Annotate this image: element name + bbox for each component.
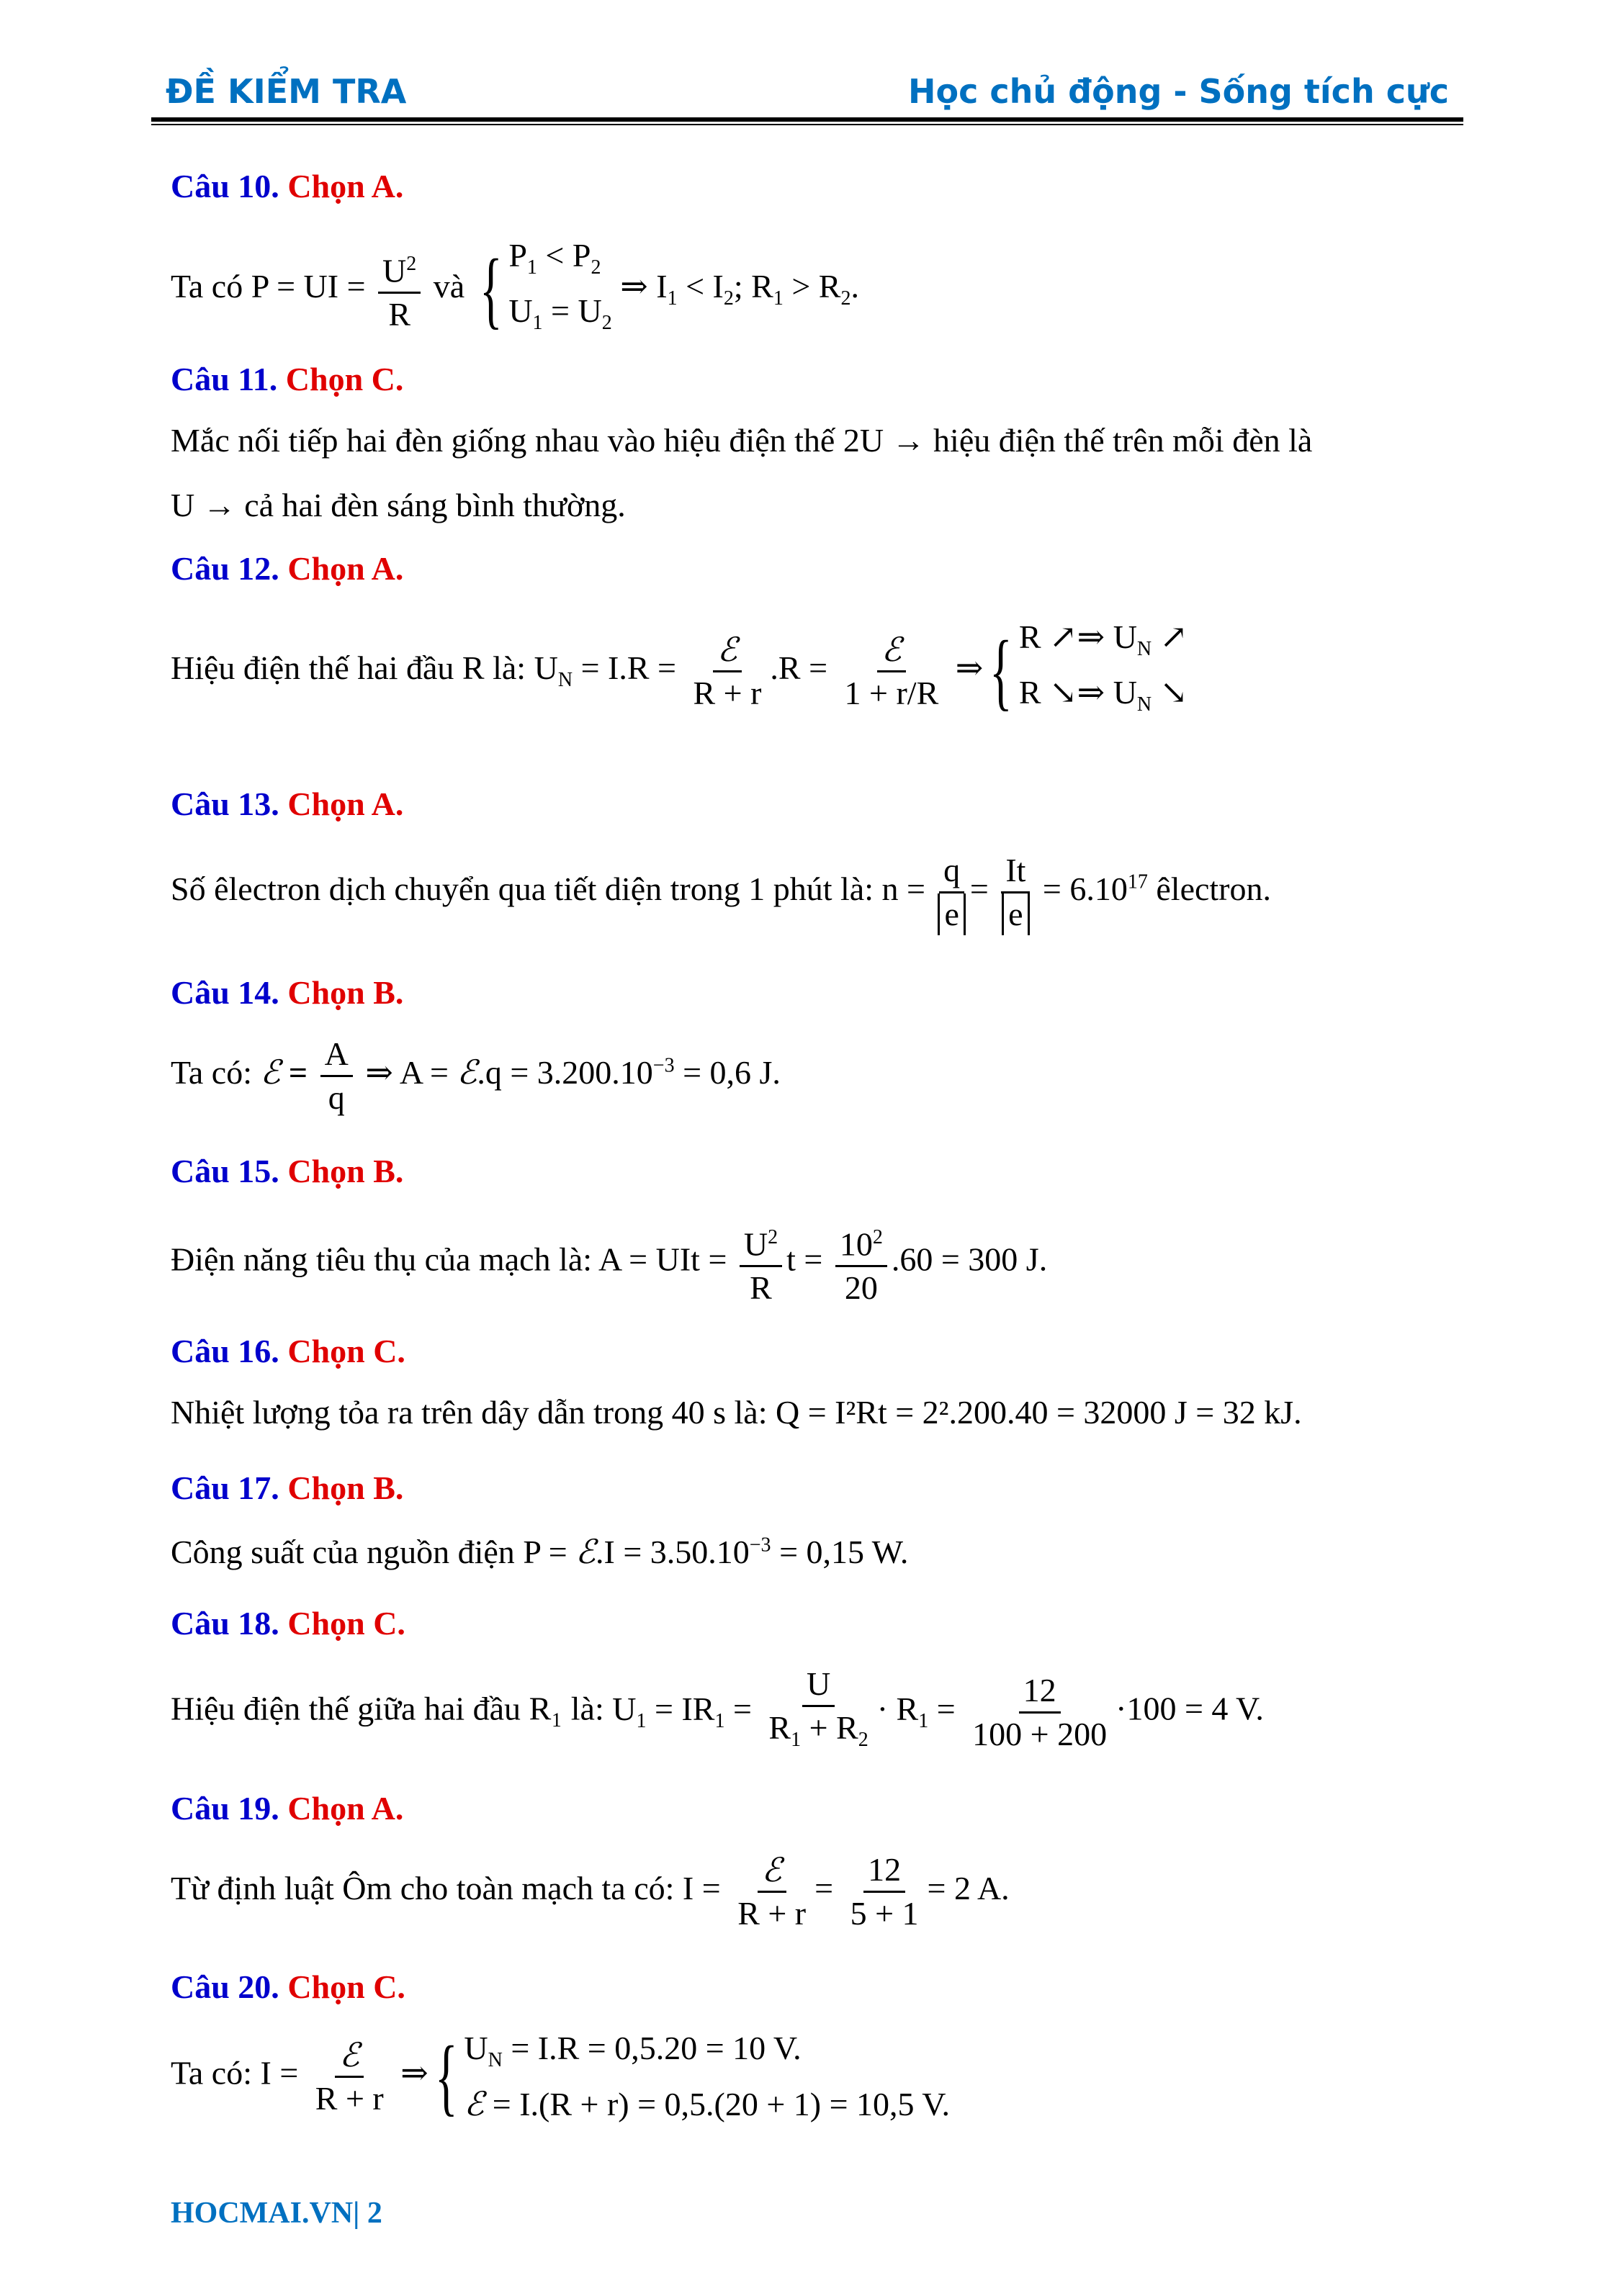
question-18-body: Hiệu điện thế giữa hai đầu R₁ là: $U_1 = IR_1$ = $\frac{U}{R_1 + R_2}$ · $R_1$ = $\frac{12}{100 + 200}$ ·100 = 4 V.	[171, 1663, 1264, 1761]
footer-page-number: HOCMAI.VN| 2	[171, 2197, 382, 2230]
question-16-heading: Câu 16. Chọn C.	[171, 1333, 405, 1369]
question-12-heading: Câu 12. Chọn A.	[171, 550, 404, 587]
question-13-heading: Câu 13. Chọn A.	[171, 785, 404, 822]
header-slogan: Học chủ động - Sống tích cực	[908, 72, 1449, 111]
question-13-body: Số êlectron dịch chuyển qua tiết diện trong 1 phút là: n = $\frac{q}{e}$ = $\frac{It}{e}$ = $6.10^{17}$ êlectron.	[171, 850, 1271, 935]
header-title: ĐỀ KIỂM TRA	[166, 72, 407, 111]
question-15-heading: Câu 15. Chọn B.	[171, 1153, 404, 1189]
question-15-body: Điện năng tiêu thụ của mạch là: A = UIt = $\frac{U^2}{R}$ t = $\frac{10^2}{20}$ .60 = 300 J.	[171, 1217, 1047, 1309]
question-17-heading: Câu 17. Chọn B.	[171, 1469, 404, 1506]
question-14-body: Ta có: ℰ = $\frac{A}{q}$ ⇒ A = ℰ.q = $3.200.10^{-3} = 0,6$ J.	[171, 1033, 781, 1119]
question-12-body: Hiệu điện thế hai đầu R là: $U_N = I.R$ = $\frac{\text{ℰ}}{R + r}$ .R = $\frac{\text{ℰ}}{1 + r/R}$ ⇒{ R ↗⇒ $U_N$ ↗ R ↘⇒ $U_N$ ↘	[171, 618, 1188, 719]
question-11-line1: Mắc nối tiếp hai đèn giống nhau vào hiệu điện thế 2U → hiệu điện thế trên mỗi đèn là	[171, 422, 1313, 459]
question-19-body: Từ định luật Ôm cho toàn mạch ta có: I = $\frac{\text{ℰ}}{R + r}$ = $\frac{12}{5 + 1}$ = 2 A.	[171, 1850, 1010, 1932]
header-rule	[151, 117, 1463, 122]
question-10-body: Ta có P = UI = $\frac{U^2}{R}$ và { $P_1 < P_2$ $U_1 = U_2$ ⇒ $I_1 < I_2$; $R_1 > R_2$.	[171, 237, 859, 338]
question-17-body: Công suất của nguồn điện P = ℰ.I = $3.50.10^{-3} = 0,15$ W.	[171, 1532, 909, 1571]
header-rule-thin	[151, 124, 1463, 125]
question-11-heading: Câu 11. Chọn C.	[171, 361, 404, 397]
question-16-body: Nhiệt lượng tỏa ra trên dây dẫn trong 40 s là: Q = I²Rt = 2².200.40 = 32000 J = 32 kJ.	[171, 1394, 1302, 1431]
question-14-heading: Câu 14. Chọn B.	[171, 974, 404, 1011]
question-11-line2: U → cả hai đèn sáng bình thường.	[171, 487, 626, 523]
question-20-heading: Câu 20. Chọn C.	[171, 1968, 405, 2005]
question-18-heading: Câu 18. Chọn C.	[171, 1605, 405, 1642]
question-20-body: Ta có: I = $\frac{\text{ℰ}}{R + r}$ ⇒{ $U_N = I.R = 0,5.20 = 10$ V. ℰ = I.(R + r) = 0,5.(20 + 1) = 10,5 V.	[171, 2028, 951, 2125]
question-19-heading: Câu 19. Chọn A.	[171, 1790, 404, 1827]
question-10-heading: Câu 10. Chọn A.	[171, 168, 404, 204]
